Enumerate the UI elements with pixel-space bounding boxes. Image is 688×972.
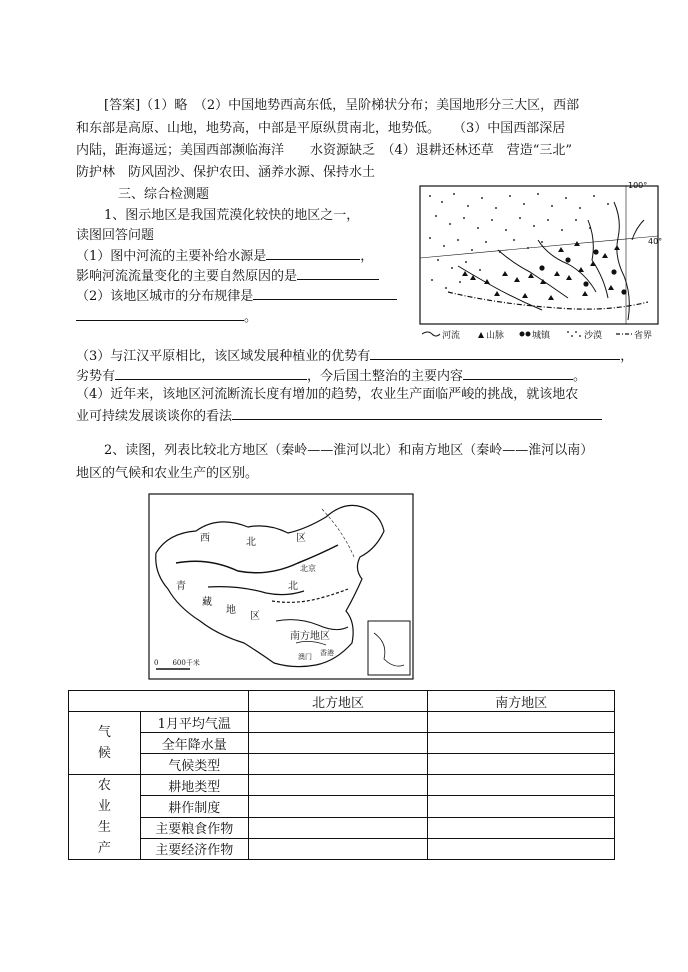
q1-part1a-end: ， bbox=[360, 249, 374, 264]
header-south: 南方地区 bbox=[428, 691, 615, 712]
answer-blank[interactable] bbox=[297, 266, 379, 280]
q1-part3b-end: 。 bbox=[573, 369, 587, 384]
q1-intro-1: 1、图示地区是我国荒漠化较快的地区之一， bbox=[104, 208, 360, 223]
answer-blank[interactable] bbox=[463, 366, 573, 380]
china-regions-map bbox=[148, 493, 414, 680]
answer-blank[interactable] bbox=[253, 286, 397, 300]
table-cell[interactable] bbox=[428, 775, 615, 796]
q1-part3a bbox=[76, 346, 633, 366]
legend-river-label: 河流 bbox=[442, 331, 461, 341]
row-label: 全年降水量 bbox=[140, 733, 248, 754]
table-row bbox=[69, 775, 615, 796]
map2-label-qu: 区 bbox=[296, 533, 306, 544]
table-row bbox=[69, 712, 615, 733]
map1-lat-label: 40° bbox=[648, 237, 663, 246]
table-cell[interactable] bbox=[248, 754, 428, 775]
q1-part4a: （4）近年来，该地区河流断流长度有增加的趋势，农业生产面临严峻的挑战，就该地农 bbox=[76, 387, 579, 402]
desertification-map bbox=[418, 180, 664, 342]
group-climate bbox=[69, 712, 141, 775]
answer-blank[interactable] bbox=[370, 346, 620, 360]
table-cell[interactable] bbox=[248, 775, 428, 796]
header-north: 北方地区 bbox=[248, 691, 428, 712]
legend-desert-icon bbox=[567, 331, 581, 337]
q1-part3b-text: 劣势有 bbox=[76, 369, 116, 384]
table-cell[interactable] bbox=[428, 754, 615, 775]
map2-label-xi: 西 bbox=[200, 533, 210, 544]
map2-label-south: 南方地区 bbox=[290, 631, 330, 642]
table-row bbox=[69, 838, 615, 859]
legend-border-label: 省界 bbox=[634, 331, 653, 341]
legend-city-icon bbox=[520, 332, 525, 337]
group-agriculture bbox=[69, 775, 141, 860]
table-cell[interactable] bbox=[248, 796, 428, 817]
row-label: 主要经济作物 bbox=[140, 838, 248, 859]
q1-part1a bbox=[76, 246, 373, 266]
legend-mountain-label: 山脉 bbox=[486, 331, 505, 341]
table-row bbox=[69, 754, 615, 775]
comparison-table bbox=[68, 690, 615, 860]
row-label: 耕地类型 bbox=[140, 775, 248, 796]
map2-label-hongkong: 香港 bbox=[320, 649, 334, 657]
row-label: 气候类型 bbox=[140, 754, 248, 775]
q1-part1b-text: 影响河流流量变化的主要自然原因的是 bbox=[76, 269, 298, 284]
q1-part2b bbox=[76, 307, 257, 327]
q1-part2a bbox=[76, 286, 397, 306]
group-climate-char: 气 bbox=[97, 725, 111, 740]
q1-part2a-text: （2）该地区城市的分布规律是 bbox=[76, 289, 254, 304]
row-label: 耕作制度 bbox=[140, 796, 248, 817]
map2-label-zang: 藏 bbox=[202, 597, 212, 608]
answer-blank[interactable] bbox=[266, 246, 360, 260]
section-title: 三、综合检测题 bbox=[118, 187, 210, 202]
q1-part3a-text: （3）与江汉平原相比，该区域发展种植业的优势有 bbox=[76, 349, 371, 364]
table-cell[interactable] bbox=[248, 733, 428, 754]
table-cell[interactable] bbox=[428, 733, 615, 754]
map1-lon-label: 100° bbox=[628, 181, 648, 190]
q1-part2b-end: 。 bbox=[244, 310, 258, 325]
answer-line-2: 和东部是高原、山地，地势高，中部是平原纵贯南北，地势低。 （3）中国西部深居 bbox=[76, 121, 566, 136]
group-agri-char: 业 bbox=[97, 799, 111, 814]
table-row bbox=[69, 817, 615, 838]
group-agri-char: 农 bbox=[97, 778, 111, 793]
q1-part1b bbox=[76, 266, 379, 286]
group-climate-char: 候 bbox=[97, 746, 111, 761]
q1-part3b bbox=[76, 366, 586, 386]
map2-label-bei: 北 bbox=[246, 537, 256, 548]
q1-part4b-text: 业可持续发展谈谈你的看法 bbox=[76, 409, 233, 424]
table-cell[interactable] bbox=[248, 838, 428, 859]
map2-label-north: 北 bbox=[288, 581, 298, 592]
map2-label-macau: 澳门 bbox=[298, 653, 312, 661]
map2-label-di: 地 bbox=[226, 605, 236, 616]
answer-blank[interactable] bbox=[76, 307, 244, 321]
answer-line-4: 防护林 防风固沙、保护农田、涵养水源、保持水土 bbox=[76, 165, 376, 180]
table-corner bbox=[69, 691, 249, 712]
group-agri-char: 生 bbox=[97, 820, 111, 835]
answer-blank[interactable] bbox=[115, 366, 307, 380]
map2-label-qing: 青 bbox=[176, 581, 186, 592]
group-agri-char: 产 bbox=[97, 841, 111, 856]
table-row bbox=[69, 733, 615, 754]
row-label: 主要粮食作物 bbox=[140, 817, 248, 838]
map2-label-beijing: 北京 bbox=[300, 564, 316, 573]
legend-mountain-icon bbox=[478, 332, 484, 338]
q1-part3b-mid: ，今后国土整治的主要内容 bbox=[307, 369, 464, 384]
row-label: 1月平均气温 bbox=[140, 712, 248, 733]
map2-label-qu2: 区 bbox=[250, 611, 260, 622]
table-header-row bbox=[69, 691, 615, 712]
table-cell[interactable] bbox=[248, 712, 428, 733]
answer-line-3: 内陆，距海遥远；美国西部濒临海洋 水资源缺乏 （4）退耕还林还草 营造“三北” bbox=[76, 143, 573, 158]
q2-line-2: 地区的气候和农业生产的区别。 bbox=[76, 466, 259, 481]
table-cell[interactable] bbox=[428, 796, 615, 817]
table-cell[interactable] bbox=[428, 712, 615, 733]
legend-desert-label: 沙漠 bbox=[584, 331, 603, 341]
answer-line-1: [答案]（1）略 （2）中国地势西高东低，呈阶梯状分布；美国地形分三大区，西部 bbox=[104, 98, 580, 113]
map2-scale: 0 600千米 bbox=[154, 659, 200, 667]
q1-part3a-end: ， bbox=[620, 349, 634, 364]
legend-city-label: 城镇 bbox=[532, 331, 551, 341]
table-cell[interactable] bbox=[428, 838, 615, 859]
q1-part1a-text: （1）图中河流的主要补给水源是 bbox=[76, 249, 267, 264]
legend-river-icon bbox=[422, 332, 440, 336]
q1-intro-2: 读图回答问题 bbox=[76, 228, 155, 243]
q2-line-1: 2、读图，列表比较北方地区（秦岭——淮河以北）和南方地区（秦岭——淮河以南） bbox=[104, 443, 594, 458]
table-cell[interactable] bbox=[428, 817, 615, 838]
q1-part4b bbox=[76, 406, 602, 426]
table-cell[interactable] bbox=[248, 817, 428, 838]
answer-blank[interactable] bbox=[232, 406, 602, 420]
table-row bbox=[69, 796, 615, 817]
